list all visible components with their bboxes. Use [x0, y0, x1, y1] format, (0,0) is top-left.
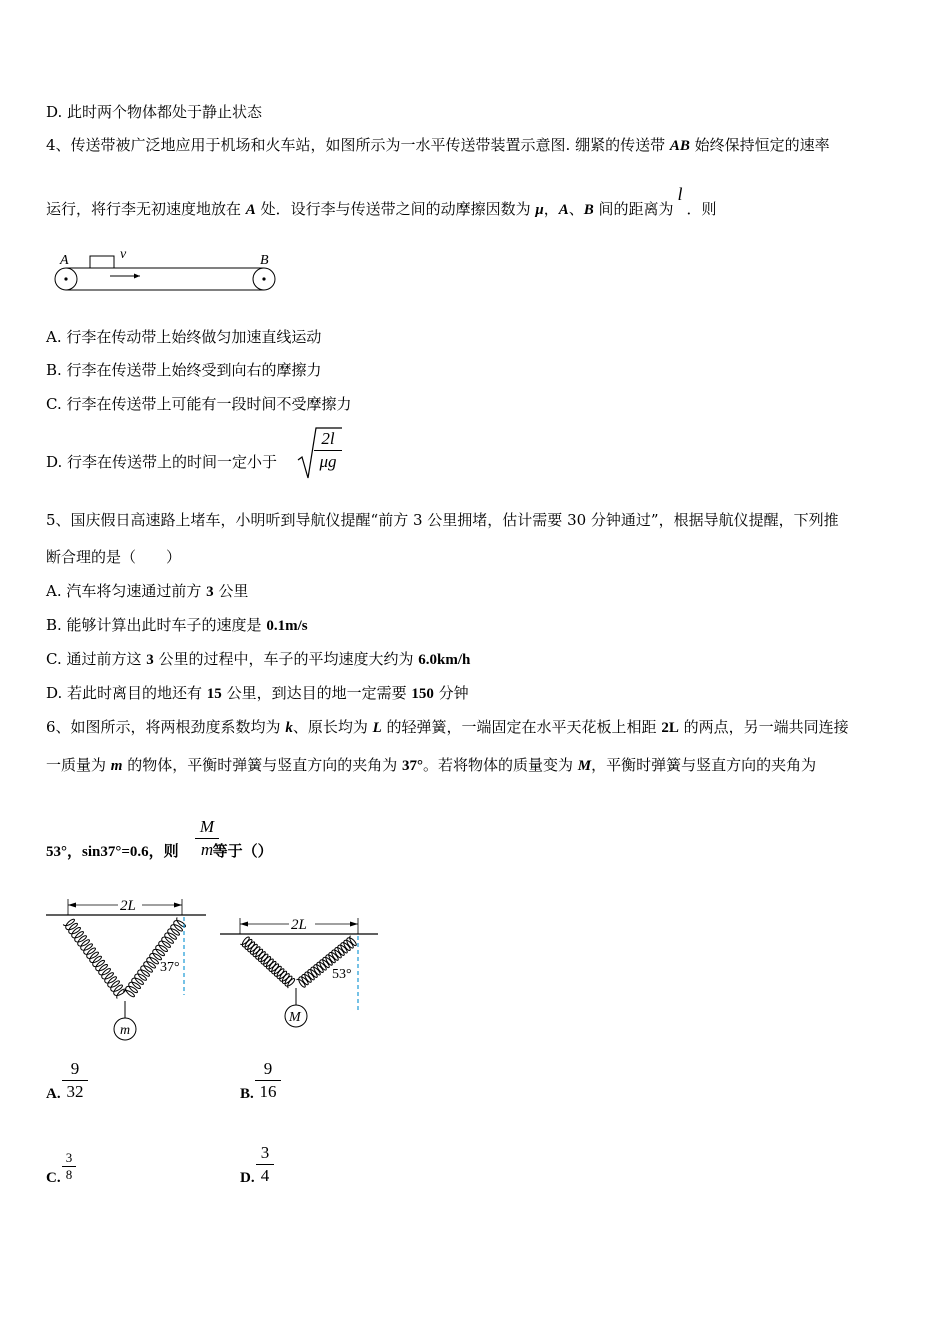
q6-text: ，平衡时弹簧与竖直方向的夹角为 [591, 756, 817, 774]
q6-L: L [372, 720, 382, 736]
spring-left-coil [240, 937, 294, 988]
q6-2L: 2L [661, 720, 679, 736]
q4-option-b: B. 行李在传送带上始终受到向右的摩擦力 [46, 361, 322, 379]
q5-num: 3 [146, 652, 154, 668]
q5-text: B. 能够计算出此时车子的速度是 [46, 616, 267, 634]
q6-option-a-label: A. [46, 1086, 61, 1102]
q6-option-c-fraction [62, 1150, 76, 1183]
q4-text: ．则 [686, 200, 717, 218]
q4-option-d: D. 行李在传送带上的时间一定小于 [46, 453, 278, 471]
q4-text: 运行，将行李无初速度地放在 [46, 200, 246, 218]
spring-left-coil [63, 919, 125, 998]
q5-num: 15 [206, 686, 222, 702]
q6-text: 6、如图所示，将两根劲度系数均为 [46, 718, 286, 736]
numerator: 9 [263, 1059, 273, 1078]
label-a: A [60, 253, 69, 268]
q4-text: 处．设行李与传送带之间的动摩擦因数为 [255, 200, 536, 218]
q6-text: 53°，sin37°=0.6，则 [46, 844, 179, 860]
q6-text: 的轻弹簧，一端固定在水平天花板上相距 [381, 718, 662, 736]
ratio-numerator: M [199, 817, 215, 836]
q4-text: 始终保持恒定的速率 [689, 136, 830, 154]
spring-figure-left [46, 895, 216, 1045]
q6-text: 的两点，另一端共同连接 [678, 718, 849, 736]
q5-text: 分钟 [433, 684, 469, 702]
q3-option-d: D. 此时两个物体都处于静止状态 [46, 103, 263, 121]
q4-option-c: C. 行李在传送带上可能有一段时间不受摩擦力 [46, 395, 352, 413]
numerator: 9 [70, 1059, 80, 1078]
q5-value: 0.1m/s [266, 618, 308, 634]
denominator: 8 [65, 1167, 73, 1182]
denominator: 32 [66, 1082, 84, 1101]
q4-stem-line2 [46, 184, 717, 220]
q5-text: 公里的过程中，车子的平均速度大约为 [153, 650, 419, 668]
mass-m-label: m [120, 1023, 131, 1038]
conveyor-belt-figure [46, 242, 286, 302]
pulley-right-axle [262, 277, 265, 280]
q4-length-l: l [677, 184, 683, 204]
span-label: 2L [291, 917, 307, 933]
q5-stem-line1: 5、国庆假日高速路上堵车，小明听到导航仪提醒“前方 3 公里拥堵，估计需要 30 分钟通过”，根据导航仪提醒，下列推 [46, 511, 839, 529]
q6-stem-line1 [46, 717, 849, 738]
q5-num: 3 [206, 584, 214, 600]
q6-stem-line3 [46, 842, 273, 862]
q6-text: 的物体，平衡时弹簧与竖直方向的夹角为 [122, 756, 402, 774]
q5-value: 6.0km/h [418, 652, 471, 668]
pulley-left-axle [64, 277, 67, 280]
q4-mu: μ [535, 202, 544, 218]
label-b: B [260, 253, 269, 268]
q5-option-a [46, 581, 248, 602]
q6-text: 。若将物体的质量变为 [423, 756, 578, 774]
q6-option-c-label: C. [46, 1170, 61, 1186]
q6-option-a-fraction [62, 1058, 88, 1103]
q4-ab: AB [669, 138, 690, 154]
dimension-arrowhead [240, 922, 248, 927]
q6-option-b-fraction [255, 1058, 281, 1103]
q6-angle-37: 37° [402, 758, 423, 774]
luggage-box [90, 256, 114, 268]
numerator: 3 [260, 1143, 270, 1162]
q4-text: 4、传送带被广泛地应用于机场和火车站，如图所示为一水平传送带装置示意图. 绷紧的传送带 [46, 136, 670, 154]
q4-text: ， [543, 200, 559, 218]
q4-text: 间的距离为 [593, 200, 674, 218]
spring-right-coil [123, 917, 185, 996]
q4-sqrt-fraction [314, 428, 342, 473]
q6-mass-ratio [195, 816, 219, 861]
q6-text: 、原长均为 [292, 718, 373, 736]
velocity-arrowhead [134, 274, 140, 279]
angle-label: 37° [160, 960, 180, 975]
q5-stem-line2: 断合理的是（ ） [46, 548, 182, 566]
q5-text: A. 汽车将匀速通过前方 [46, 582, 207, 600]
q4-text: 、 [568, 200, 584, 218]
q6-M: M [577, 758, 592, 774]
q6-option-d-fraction [256, 1142, 274, 1187]
q6-stem-line2 [46, 755, 816, 776]
angle-label: 53° [332, 967, 352, 982]
q5-option-d [46, 683, 469, 704]
q6-k: k [285, 720, 293, 736]
numerator: 3 [65, 1150, 73, 1165]
sqrt-numerator: 2l [321, 429, 335, 448]
q5-value: 150 [411, 686, 434, 702]
dimension-arrowhead [68, 903, 76, 908]
q5-text: D. 若此时离目的地还有 [46, 684, 207, 702]
q4-option-a: A. 行李在传动带上始终做匀加速直线运动 [46, 328, 322, 346]
q4-point-a2: A [558, 202, 569, 218]
span-label: 2L [120, 898, 136, 914]
q5-option-c [46, 649, 470, 670]
sqrt-denominator: μg [319, 452, 337, 471]
q6-option-d-label: D. [240, 1170, 255, 1186]
dimension-arrowhead [350, 922, 358, 927]
denominator: 4 [260, 1166, 270, 1185]
q6-text: 等于（） [212, 844, 273, 860]
q5-text: C. 通过前方这 [46, 650, 147, 668]
q6-option-b-label: B. [240, 1086, 254, 1102]
q6-text: 一质量为 [46, 756, 111, 774]
label-v: v [120, 247, 127, 262]
q4-stem-line1 [46, 135, 830, 156]
q5-option-b [46, 615, 308, 636]
q4-point-b: B [583, 202, 594, 218]
ratio-denominator: m [200, 840, 214, 859]
q5-text: 公里，到达目的地一定需要 [221, 684, 412, 702]
mass-M-label: M [289, 1010, 301, 1025]
denominator: 16 [259, 1082, 277, 1101]
spring-figure-right [218, 912, 388, 1032]
q5-text: 公里 [213, 582, 249, 600]
q6-m: m [110, 758, 123, 774]
q4-point-a: A [245, 202, 256, 218]
dimension-arrowhead [174, 903, 182, 908]
